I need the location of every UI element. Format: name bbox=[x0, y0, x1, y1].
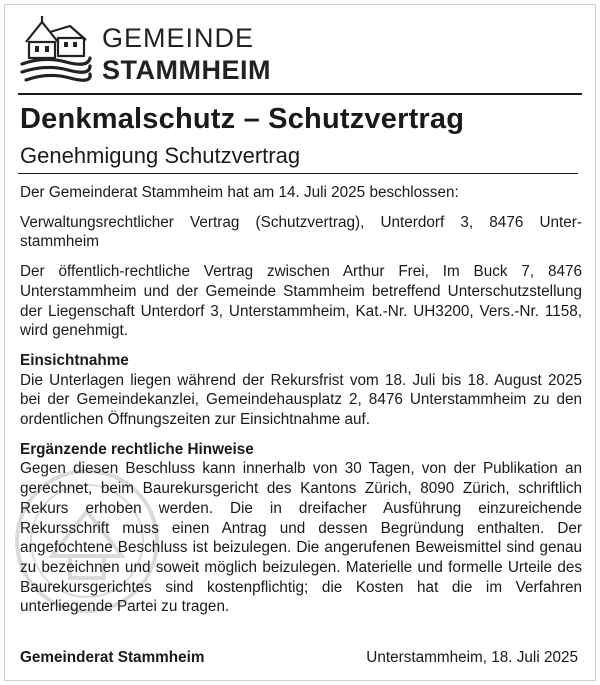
inspection-heading: Einsichtnahme bbox=[20, 351, 129, 369]
publication-body bbox=[20, 183, 582, 627]
logo-wordmark bbox=[102, 23, 271, 85]
legal-notice-paragraph: Gegen diesen Beschluss kann innerhalb von 30 Tagen, von der Publikation an gerechnet, beim Baurekursgericht des Kantons Zürich, 8090 Zürich, schriftlich Rekurs erhoben werden. Die in dreifacher Ausführung einzureichende Rekursschrift muss einen Antrag und dessen Begründung enthalten. Der angefochtene Beschluss ist beizulegen. Die angerufenen Beweismittel sind genau zu bezeichnen und soweit möglich beizulegen. Materielle und formelle Urteile des Baurekursgerichtes sind kostenpflichtig; die Kosten hat die im Verfahren unterliegende Partei zu tragen. bbox=[20, 460, 582, 616]
intro-paragraph: Der Gemeinderat Stammheim hat am 14. Juli 2025 beschlossen: bbox=[20, 184, 459, 201]
logo-line-stammheim: STAMMHEIM bbox=[102, 55, 271, 85]
title-divider bbox=[18, 173, 578, 174]
place-and-date: Unterstammheim, 18. Juli 2025 bbox=[366, 649, 578, 666]
subject-paragraph: Verwaltungsrechtlicher Vertrag (Schutzvertrag), Unterdorf 3, 8476 Unterstammheim bbox=[20, 213, 582, 251]
decision-paragraph: Der öffentlich-rechtliche Vertrag zwischen Arthur Frei, Im Buck 7, 8476 Unterstammheim und der Gemeinde Stammheim betreffend Unterschutzstellung der Liegenschaft Unterdorf 3, Unterstammheim, Kat.-Nr. UH3200, Vers.-Nr. 1158, wird genehmigt. bbox=[20, 263, 582, 340]
legal-notice-heading: Ergänzende rechtliche Hinweise bbox=[20, 440, 254, 458]
page-title: Denkmalschutz – Schutzvertrag bbox=[20, 103, 465, 135]
logo-line-gemeinde: GEMEINDE bbox=[102, 23, 255, 53]
municipality-logo-icon bbox=[20, 12, 92, 86]
signatory: Gemeinderat Stammheim bbox=[20, 649, 205, 666]
page-subtitle: Genehmigung Schutzvertrag bbox=[20, 143, 301, 168]
header bbox=[18, 10, 318, 90]
inspection-paragraph: Die Unterlagen liegen während der Rekursfrist vom 18. Juli bis 18. August 2025 bei der Gemeindekanzlei, Gemeindehausplatz 2, 8476 Unterstammheim zu den ordentlichen Öffnungszeiten zur Einsichtnahme auf. bbox=[20, 371, 582, 429]
header-divider bbox=[18, 93, 582, 95]
